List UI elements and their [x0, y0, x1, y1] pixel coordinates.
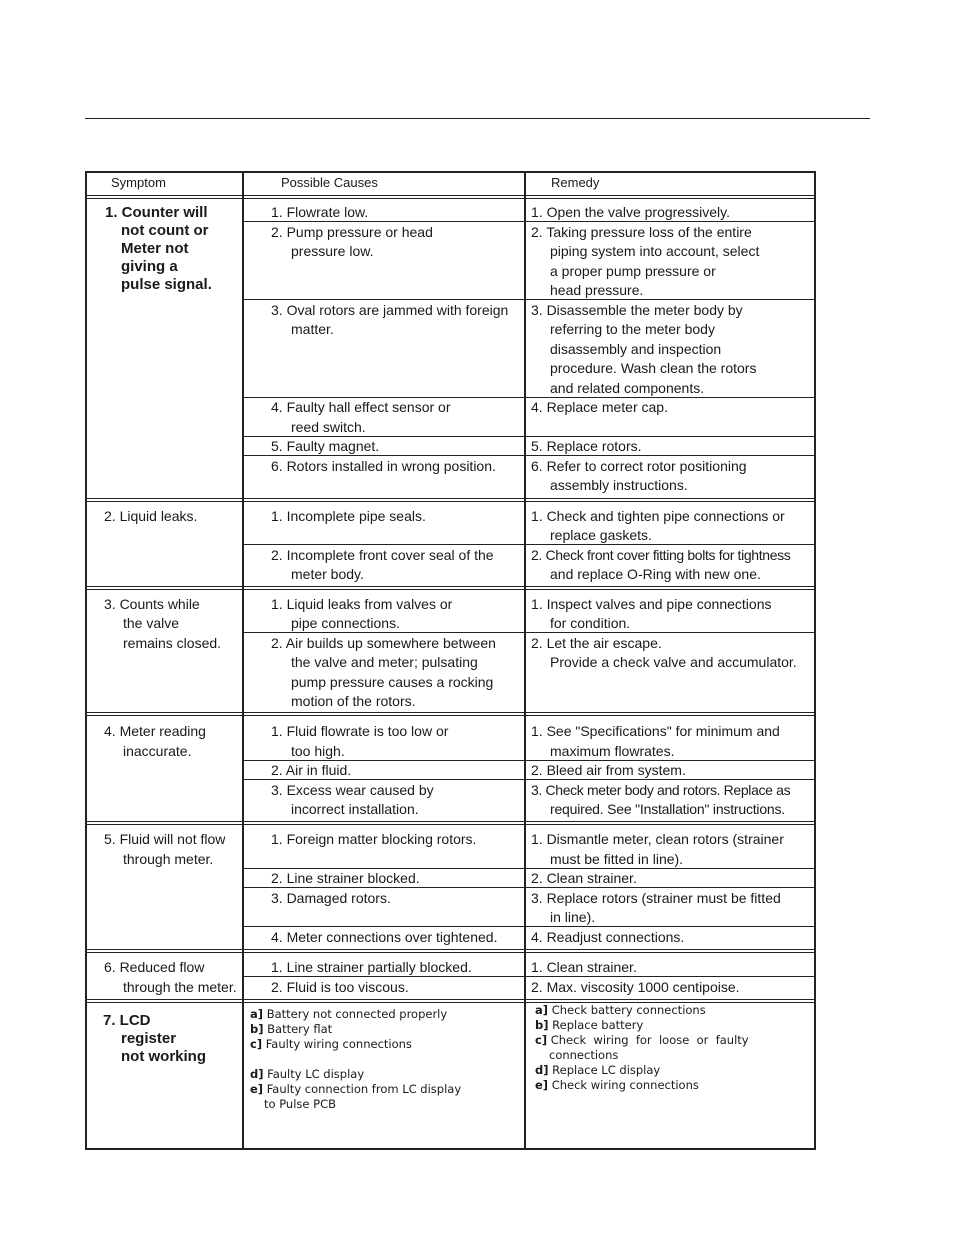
- section-divider: [85, 949, 816, 950]
- remedy-key: e]: [535, 1078, 549, 1092]
- cause-text: 1. Flowrate low.: [271, 204, 369, 220]
- cause-text: the valve and meter; pulsating: [291, 654, 478, 670]
- remedy-item: [535, 1003, 706, 1018]
- row-divider: [243, 779, 816, 780]
- cause-text: 5. Faulty magnet.: [271, 438, 380, 454]
- symptom-text: Meter not: [121, 240, 189, 257]
- symptom-text: pulse signal.: [121, 276, 212, 293]
- row-divider: [243, 632, 816, 633]
- remedy-text: 3. Replace rotors (strainer must be fitted: [531, 890, 781, 906]
- top-rule: [85, 118, 870, 119]
- cause-text: 4. Meter connections over tightened.: [271, 929, 498, 945]
- remedy-text: 1. Inspect valves and pipe connections: [531, 596, 772, 612]
- remedy-item: [535, 1063, 660, 1078]
- cause-text: Faulty LC display: [267, 1067, 365, 1081]
- remedy-text: 2. Let the air escape.: [531, 635, 662, 651]
- cause-text: 1. Foreign matter blocking rotors.: [271, 831, 477, 847]
- remedy-item: [535, 1033, 749, 1048]
- remedy-text: 4. Readjust connections.: [531, 929, 685, 945]
- remedy-text: maximum flowrates.: [550, 743, 675, 759]
- header-remedy: Remedy: [551, 175, 600, 190]
- symptom-text: 2. Liquid leaks.: [104, 508, 198, 524]
- cause-text: too high.: [291, 743, 345, 759]
- remedy-text: and related components.: [550, 380, 705, 396]
- cause-text: reed switch.: [291, 419, 366, 435]
- cause-text: 6. Rotors installed in wrong position.: [271, 458, 496, 474]
- cause-text: 2. Air in fluid.: [271, 762, 352, 778]
- symptom-text: giving a: [121, 258, 178, 275]
- cause-key: b]: [250, 1022, 264, 1036]
- symptom-text: 5. Fluid will not flow: [104, 831, 226, 847]
- remedy-text: piping system into account, select: [550, 243, 760, 259]
- symptom-text: 3. Counts while: [104, 596, 200, 612]
- remedy-text: Check wiring for loose or faulty: [550, 1033, 749, 1047]
- cause-text: pressure low.: [291, 243, 374, 259]
- section-divider: [85, 715, 816, 716]
- cause-text: pump pressure causes a rocking: [291, 674, 494, 690]
- cause-text: 1. Fluid flowrate is too low or: [271, 723, 449, 739]
- section-divider: [85, 712, 816, 713]
- remedy-text: 1. Check and tighten pipe connections or: [531, 508, 785, 524]
- remedy-text: 2. Bleed air from system.: [531, 762, 686, 778]
- remedy-text: and replace O-Ring with new one.: [550, 566, 761, 582]
- cause-key: d]: [250, 1067, 264, 1081]
- section-divider: [85, 824, 816, 825]
- row-divider: [243, 455, 816, 456]
- remedy-text: 6. Refer to correct rotor positioning: [531, 458, 747, 474]
- cause-item: [250, 1007, 447, 1022]
- symptom-text: through meter.: [123, 851, 214, 867]
- remedy-text: referring to the meter body: [550, 321, 715, 337]
- remedy-text: 2. Check front cover fitting bolts for tightness: [531, 547, 791, 563]
- cause-text: 3. Oval rotors are jammed with foreign: [271, 302, 509, 318]
- symptom-text: not count or: [121, 222, 209, 239]
- column-divider-1: [242, 171, 244, 1150]
- remedy-text: 3. Disassemble the meter body by: [531, 302, 743, 318]
- cause-text: 2. Incomplete front cover seal of the: [271, 547, 494, 563]
- cause-text: matter.: [291, 321, 334, 337]
- remedy-text: assembly instructions.: [550, 477, 688, 493]
- cause-text: to Pulse PCB: [264, 1097, 336, 1111]
- remedy-text: connections: [549, 1048, 619, 1062]
- cause-text: 2. Pump pressure or head: [271, 224, 433, 240]
- symptom-text: inaccurate.: [123, 743, 192, 759]
- cause-text: 1. Line strainer partially blocked.: [271, 959, 472, 975]
- remedy-text: a proper pump pressure or: [550, 263, 716, 279]
- cause-text: 3. Damaged rotors.: [271, 890, 391, 906]
- cause-text: meter body.: [291, 566, 364, 582]
- header-causes: Possible Causes: [281, 175, 378, 190]
- section-divider: [85, 589, 816, 590]
- remedy-text: 1. See "Specifications" for minimum and: [531, 723, 780, 739]
- header-symptom: Symptom: [111, 175, 166, 190]
- column-divider-2: [524, 171, 526, 1150]
- symptom-text: register: [121, 1030, 177, 1047]
- remedy-key: b]: [535, 1018, 549, 1032]
- remedy-key: a]: [535, 1003, 549, 1017]
- remedy-text: Check battery connections: [551, 1003, 706, 1017]
- row-divider: [243, 926, 816, 927]
- remedy-text: required. See "Installation" instructions.: [550, 801, 786, 817]
- remedy-text: Provide a check valve and accumulator.: [550, 654, 797, 670]
- remedy-text: 4. Replace meter cap.: [531, 399, 668, 415]
- row-divider: [243, 976, 816, 977]
- header-divider-2: [85, 198, 816, 199]
- symptom-text: not working: [121, 1048, 206, 1065]
- row-divider: [243, 221, 816, 222]
- remedy-text: 2. Clean strainer.: [531, 870, 637, 886]
- symptom-text: 1. Counter will: [105, 204, 208, 221]
- cause-key: a]: [250, 1007, 264, 1021]
- section-divider: [85, 999, 816, 1000]
- section-divider: [85, 1002, 816, 1003]
- remedy-text: Replace LC display: [552, 1063, 661, 1077]
- cause-item: [250, 1022, 332, 1037]
- cause-text: 2. Line strainer blocked.: [271, 870, 420, 886]
- section-divider: [85, 498, 816, 499]
- cause-text: 1. Liquid leaks from valves or: [271, 596, 453, 612]
- symptom-text: 6. Reduced flow: [104, 959, 205, 975]
- section-divider: [85, 501, 816, 502]
- symptom-text: remains closed.: [123, 635, 222, 651]
- cause-item: [250, 1082, 461, 1097]
- cause-text: Battery flat: [267, 1022, 333, 1036]
- remedy-text: disassembly and inspection: [550, 341, 722, 357]
- remedy-text: 2. Taking pressure loss of the entire: [531, 224, 752, 240]
- remedy-text: 5. Replace rotors.: [531, 438, 642, 454]
- remedy-text: Replace battery: [552, 1018, 644, 1032]
- remedy-text: 2. Max. viscosity 1000 centipoise.: [531, 979, 740, 995]
- remedy-item: [535, 1018, 643, 1033]
- remedy-key: d]: [535, 1063, 549, 1077]
- row-divider: [243, 299, 816, 300]
- remedy-text: 1. Clean strainer.: [531, 959, 637, 975]
- cause-text: Faulty connection from LC display: [266, 1082, 462, 1096]
- remedy-text: Check wiring connections: [551, 1078, 699, 1092]
- remedy-text: must be fitted in line).: [550, 851, 684, 867]
- cause-text: 3. Excess wear caused by: [271, 782, 434, 798]
- row-divider: [243, 887, 816, 888]
- remedy-text: for condition.: [550, 615, 631, 631]
- cause-key: e]: [250, 1082, 264, 1096]
- symptom-text: 4. Meter reading: [104, 723, 206, 739]
- symptom-text: 7. LCD: [103, 1012, 151, 1029]
- section-divider: [85, 952, 816, 953]
- remedy-key: c]: [535, 1033, 548, 1047]
- cause-item: [250, 1037, 412, 1052]
- cause-text: 4. Faulty hall effect sensor or: [271, 399, 451, 415]
- remedy-text: head pressure.: [550, 282, 644, 298]
- cause-text: motion of the rotors.: [291, 693, 416, 709]
- cause-text: 2. Air builds up somewhere between: [271, 635, 496, 651]
- remedy-text: 3. Check meter body and rotors. Replace as: [531, 782, 791, 798]
- symptom-text: the valve: [123, 615, 180, 631]
- remedy-text: replace gaskets.: [550, 527, 652, 543]
- cause-text: 1. Incomplete pipe seals.: [271, 508, 426, 524]
- symptom-text: through the meter.: [123, 979, 237, 995]
- remedy-text: 1. Dismantle meter, clean rotors (strainer: [531, 831, 784, 847]
- section-divider: [85, 821, 816, 822]
- cause-text: Battery not connected properly: [266, 1007, 448, 1021]
- cause-text: incorrect installation.: [291, 801, 419, 817]
- remedy-text: 1. Open the valve progressively.: [531, 204, 730, 220]
- remedy-item: [535, 1078, 699, 1093]
- cause-key: c]: [250, 1037, 263, 1051]
- section-divider: [85, 586, 816, 587]
- header-divider: [85, 195, 816, 196]
- remedy-text: in line).: [550, 909, 596, 925]
- cause-text: Faulty wiring connections: [265, 1037, 412, 1051]
- remedy-text: procedure. Wash clean the rotors: [550, 360, 757, 376]
- row-divider: [243, 544, 816, 545]
- cause-text: 2. Fluid is too viscous.: [271, 979, 409, 995]
- cause-text: pipe connections.: [291, 615, 400, 631]
- cause-item: [250, 1067, 364, 1082]
